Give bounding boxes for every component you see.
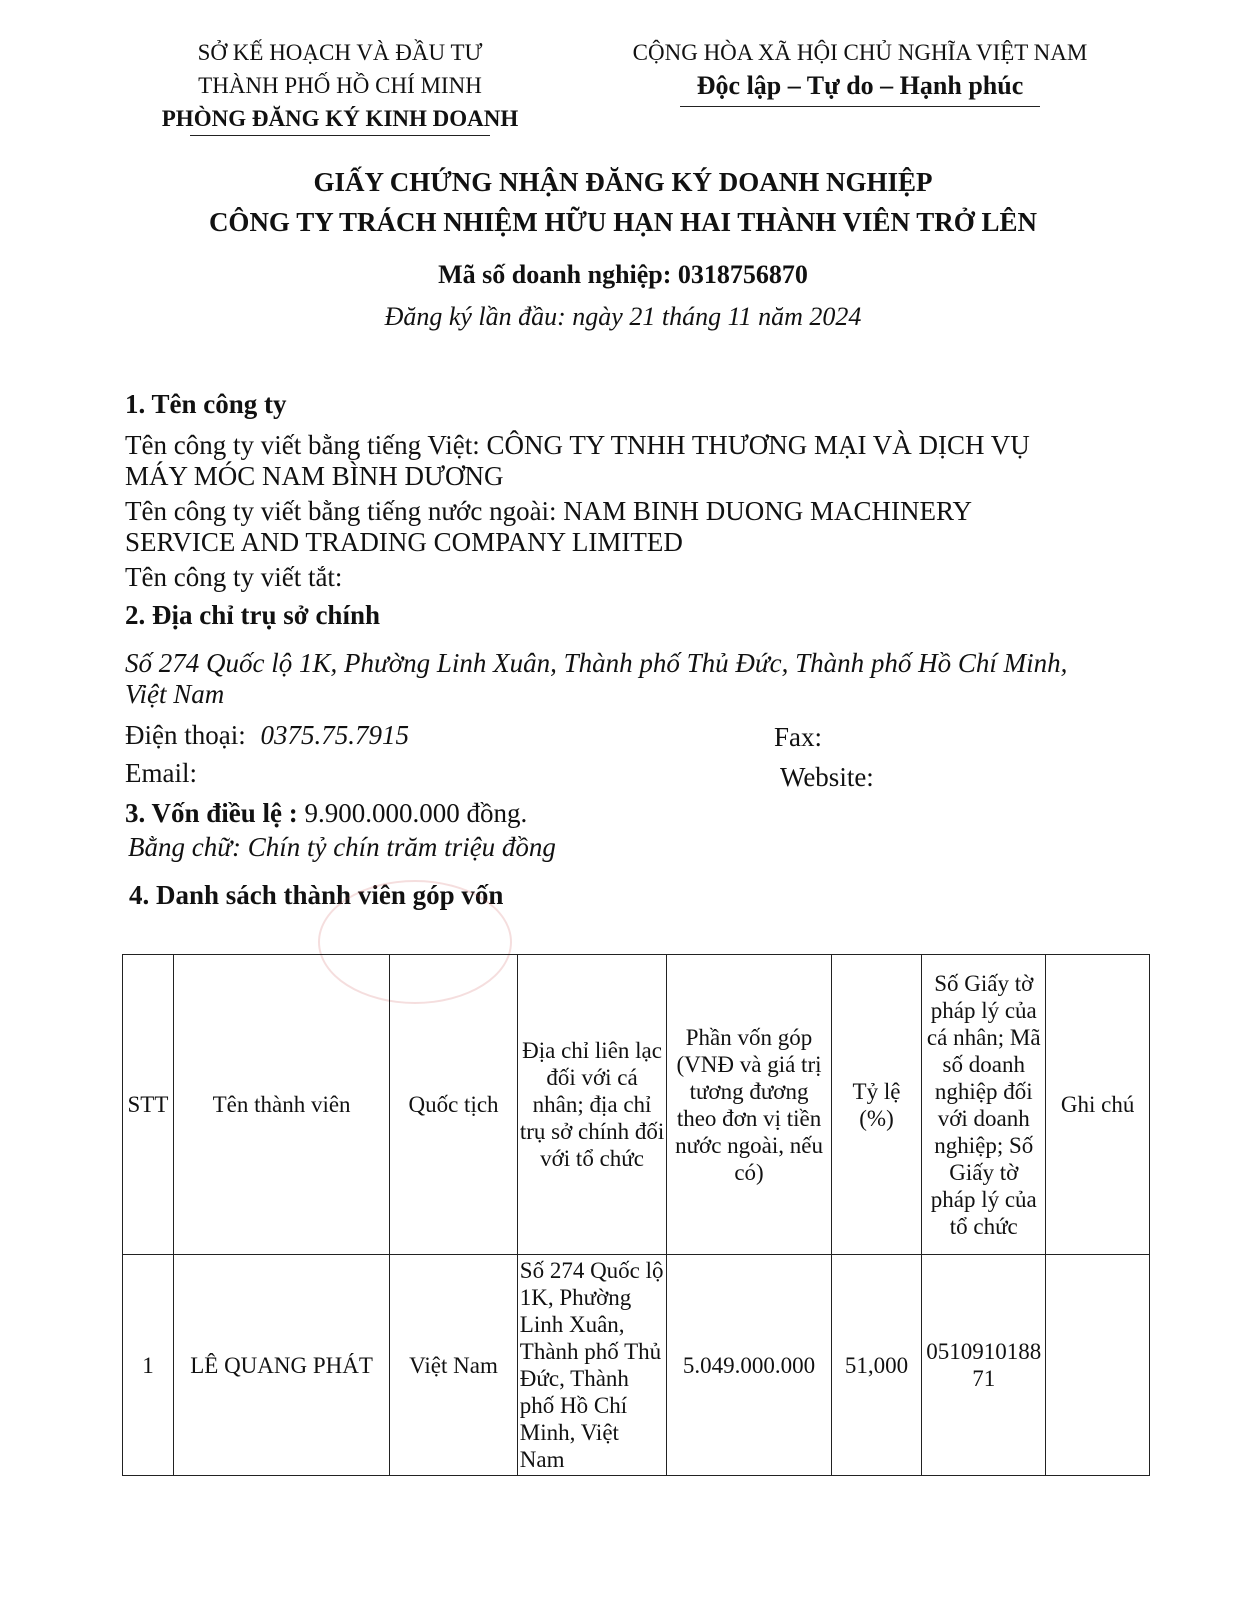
cell-note	[1046, 1255, 1150, 1476]
section-3-heading: 3. Vốn điều lệ :	[125, 798, 298, 828]
document-title	[0, 162, 1246, 242]
issuer-underline	[190, 135, 490, 136]
head-office-address-line-1: Số 274 Quốc lộ 1K, Phường Linh Xuân, Thành phố Thủ Đức, Thành phố Hồ Chí Minh,	[125, 648, 1068, 678]
cell-name: LÊ QUANG PHÁT	[173, 1255, 389, 1476]
email-label: Email:	[125, 758, 197, 788]
issuer-line-1: SỞ KẾ HOẠCH VÀ ĐẦU TƯ	[197, 40, 483, 65]
company-short-name: Tên công ty viết tắt:	[125, 562, 343, 592]
column-header-legal-id: Số Giấy tờ pháp lý của cá nhân; Mã số doanh nghiệp đối với doanh nghiệp; Số Giấy tờ pháp lý của tổ chức	[922, 955, 1046, 1255]
phone-value: 0375.75.7915	[260, 720, 409, 750]
registration-date: Đăng ký lần đầu: ngày 21 tháng 11 năm 2024	[384, 302, 862, 331]
cell-nationality: Việt Nam	[390, 1255, 518, 1476]
column-header-capital: Phần vốn góp (VNĐ và giá trị tương đương theo đơn vị tiền nước ngoài, nếu có)	[667, 955, 831, 1255]
company-name-foreign-line-1: Tên công ty viết bằng tiếng nước ngoài: NAM BINH DUONG MACHINERY	[125, 496, 973, 526]
document-title-line-2: CÔNG TY TRÁCH NHIỆM HỮU HẠN HAI THÀNH VIÊN TRỞ LÊN	[208, 207, 1038, 237]
section-4-heading: 4. Danh sách thành viên góp vốn	[129, 880, 504, 910]
table-row	[123, 1255, 1150, 1476]
column-header-name: Tên thành viên	[173, 955, 389, 1255]
national-title: CỘNG HÒA XÃ HỘI CHỦ NGHĨA VIỆT NAM	[632, 40, 1088, 65]
national-motto: Độc lập – Tự do – Hạnh phúc	[696, 71, 1024, 100]
issuer-line-2: THÀNH PHỐ HỒ CHÍ MINH	[198, 73, 482, 98]
phone-label: Điện thoại:	[125, 720, 246, 750]
website-label: Website:	[780, 762, 874, 792]
head-office-address-line-2: Việt Nam	[125, 679, 225, 709]
cell-legal-id: 051091018871	[922, 1255, 1046, 1476]
enterprise-code: Mã số doanh nghiệp: 0318756870	[438, 260, 808, 289]
column-header-ratio: Tỷ lệ (%)	[831, 955, 922, 1255]
charter-capital-amount: 9.900.000.000 đồng.	[297, 798, 528, 828]
motto-underline	[680, 106, 1040, 107]
section-1-heading: 1. Tên công ty	[125, 389, 287, 419]
company-name-vn-line-1: Tên công ty viết bằng tiếng Việt: CÔNG TY TNHH THƯƠNG MẠI VÀ DỊCH VỤ	[125, 430, 1030, 460]
national-header	[590, 36, 1130, 107]
cell-stt: 1	[123, 1255, 174, 1476]
company-name-foreign-line-2: SERVICE AND TRADING COMPANY LIMITED	[125, 527, 683, 557]
cell-capital: 5.049.000.000	[667, 1255, 831, 1476]
table-header-row	[123, 955, 1150, 1255]
charter-capital-in-words: Bằng chữ: Chín tỷ chín trăm triệu đồng	[128, 832, 556, 862]
issuer-header	[130, 36, 550, 136]
document-title-line-1: GIẤY CHỨNG NHẬN ĐĂNG KÝ DOANH NGHIỆP	[313, 167, 933, 197]
cell-address: Số 274 Quốc lộ 1K, Phường Linh Xuân, Thành phố Thủ Đức, Thành phố Hồ Chí Minh, Việt Nam	[517, 1255, 667, 1476]
phone-row	[125, 720, 425, 751]
section-2-heading: 2. Địa chỉ trụ sở chính	[125, 600, 380, 630]
members-table	[122, 954, 1150, 1476]
column-header-nationality: Quốc tịch	[390, 955, 518, 1255]
company-name-vn-line-2: MÁY MÓC NAM BÌNH DƯƠNG	[125, 461, 504, 491]
column-header-stt: STT	[123, 955, 174, 1255]
cell-ratio: 51,000	[831, 1255, 922, 1476]
issuer-line-3: PHÒNG ĐĂNG KÝ KINH DOANH	[161, 106, 519, 131]
column-header-address: Địa chỉ liên lạc đối với cá nhân; địa chỉ trụ sở chính đối với tổ chức	[517, 955, 667, 1255]
charter-capital	[125, 798, 1135, 829]
fax-label: Fax:	[774, 722, 823, 752]
column-header-note: Ghi chú	[1046, 955, 1150, 1255]
